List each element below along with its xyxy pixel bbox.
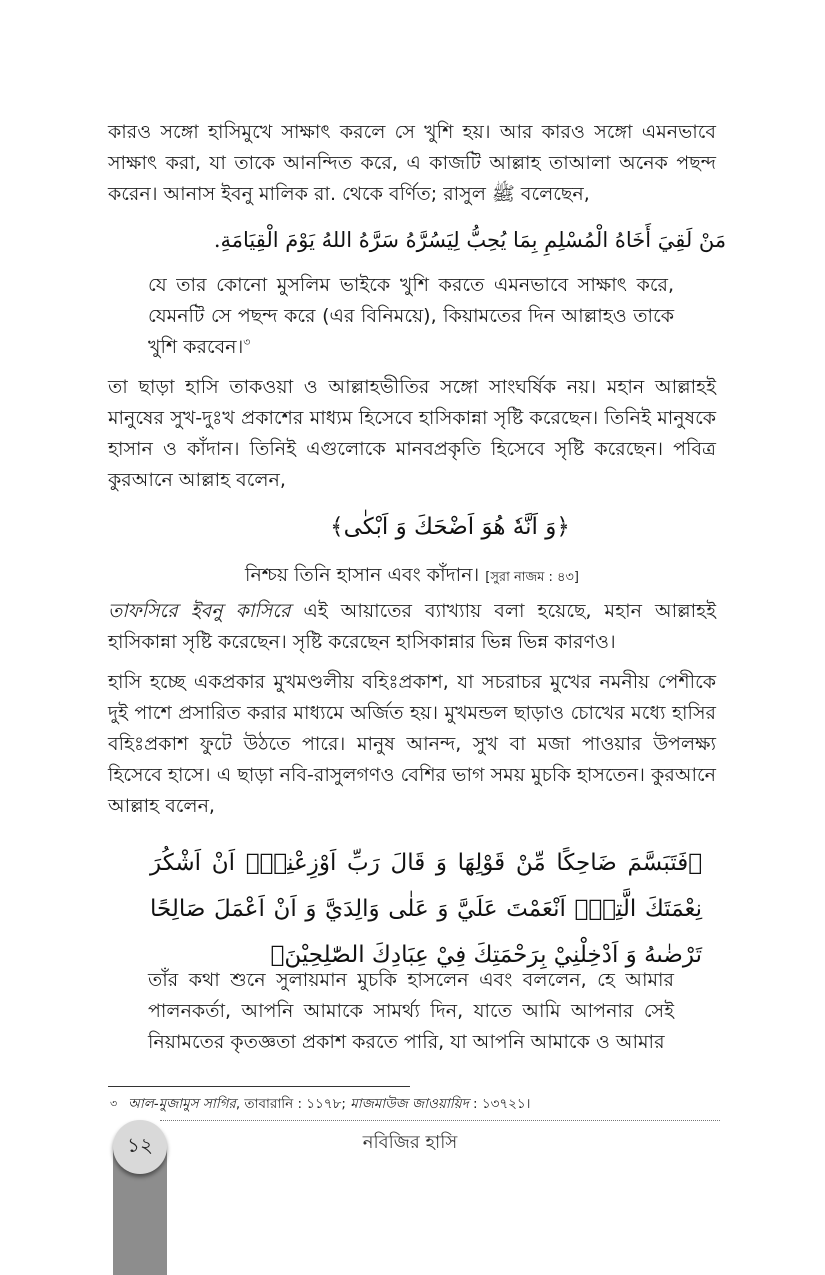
running-header-line	[160, 1120, 720, 1121]
paragraph-taqwa: তা ছাড়া হাসি তাকওয়া ও আল্লাহভীতির সঙ্গো সাংঘর্ষিক নয়। মহান আল্লাহই মানুষের সুখ-দুঃখ প্রকাশের মাধ্যম হিসেবে হাসিকান্না সৃষ্টি করেছেন। তিনিই মানুষকে হাসান ও কাঁদান। তিনিই এগুলোকে মানবপ্রকৃতি হিসেবে সৃষ্টি করেছেন। পবিত্র কুরআনে আল্লাহ বলেন,	[108, 376, 716, 491]
footnote-source-1: আল-মুজামুস সাগির	[128, 1096, 236, 1112]
quran-verse-arabic-long: ﴿فَتَبَسَّمَ ضَاحِكًا مِّنْ قَوْلِهَا وَ قَالَ رَبِّ اَوْزِعْنِيْۤ اَنْ اَشْكُرَ نِعْمَتَكَ الَّتِيْۤ اَنْعَمْتَ عَلَيَّ وَ عَلٰى وَالِدَيَّ وَ اَنْ اَعْمَلَ صَالِحًا تَرْضٰىهُ وَ اَدْخِلْنِيْ بِرَحْمَتِكَ فِيْ عِبَادِكَ الصّٰلِحِيْنَ﴾	[150, 850, 703, 968]
running-title: নবিজির হাসি	[362, 1132, 458, 1153]
footnote-ref[interactable]: ৩	[243, 335, 251, 349]
quran-verse-arabic: ﴿وَ اَنَّهٗ هُوَ اَضْحَكَ وَ اَبْكٰى﴾	[330, 514, 570, 540]
footnote-sep-2: : ১৩৭২১।	[468, 1096, 531, 1112]
paragraph-smile: হাসি হচ্ছে একপ্রকার মুখমণ্ডলীয় বহিঃপ্রকাশ, যা সচরাচর মুখের নমনীয় পেশীকে দুই পাশে প্রসারিত করার মাধ্যমে অর্জিত হয়। মুখমন্ডল ছাড়াও চোখের মধ্যে হাসির বহিঃপ্রকাশ ফুটে উঠতে পারে। মানুষ আনন্দ, সুখ বা মজা পাওয়ার উপলক্ষ্য হিসেবে হাসে। এ ছাড়া নবি-রাসুলগণও বেশির ভাগ সময় মুচকি হাসতেন। কুরআনে আল্লাহ বলেন,	[108, 671, 716, 817]
verse-reference: [সুরা নাজম : ৪৩]	[485, 570, 579, 585]
page-number: ১২	[127, 1132, 153, 1157]
footnote-number: ৩	[110, 1097, 118, 1110]
hadith-translation-text: যে তার কোনো মুসলিম ভাইকে খুশি করতে এমনভাবে সাক্ষাৎ করে, যেমনটি সে পছন্দ করে (এর বিনিময়ে), কিয়ামতের দিন আল্লাহও তাকে খুশি করবেন।	[148, 274, 674, 358]
tafsir-title: তাফসিরে ইবনু কাসিরে	[108, 600, 291, 622]
paragraph-tafsir	[108, 596, 716, 658]
page-number-badge	[113, 1120, 167, 1174]
footnote	[110, 1094, 730, 1114]
verse-translation	[108, 561, 716, 592]
footnote-divider	[108, 1086, 410, 1087]
footnote-source-2: মাজমাউজ জাওয়ায়িদ	[350, 1096, 469, 1112]
hadith-arabic: مَنْ لَقِيَ أَخَاهُ الْمُسْلِمِ بِمَا يُحِبُّ لِيَسُرَّهُ سَرَّهُ اللهُ يَوْمَ الْقِيَامَةِ.	[213, 228, 727, 252]
tafsir-text: এই আয়াতের ব্যাখ্যায় বলা হয়েছে, মহান আল্লাহই হাসিকান্না সৃষ্টি করেছেন। সৃষ্টি করেছেন হাসিকান্নার ভিন্ন ভিন্ন কারণও।	[108, 600, 716, 653]
verse-translation-text: নিশ্চয় তিনি হাসান এবং কাঁদান।	[245, 564, 480, 586]
verse-translation-long: তাঁর কথা শুনে সুলায়মান মুচকি হাসলেন এবং বললেন, হে আমার পালনকর্তা, আপনি আমাকে সামর্থ্য দিন, যাতে আমি আপনার সেই নিয়ামতের কৃতজ্ঞতা প্রকাশ করতে পারি, যা আপনি আমাকে ও আমার	[148, 969, 674, 1053]
hadith-translation	[148, 270, 674, 363]
paragraph-intro: কারও সঙ্গো হাসিমুখে সাক্ষাৎ করলে সে খুশি হয়। আর কারও সঙ্গো এমনভাবে সাক্ষাৎ করা, যা তাকে আনন্দিত করে, এ কাজটি আল্লাহ তাআলা অনেক পছন্দ করেন। আনাস ইবনু মালিক রা. থেকে বর্ণিত; রাসুল ﷺ বলেছেন,	[108, 121, 716, 205]
footnote-sep-1: , তাবারানি : ১১৭৮;	[235, 1096, 351, 1112]
